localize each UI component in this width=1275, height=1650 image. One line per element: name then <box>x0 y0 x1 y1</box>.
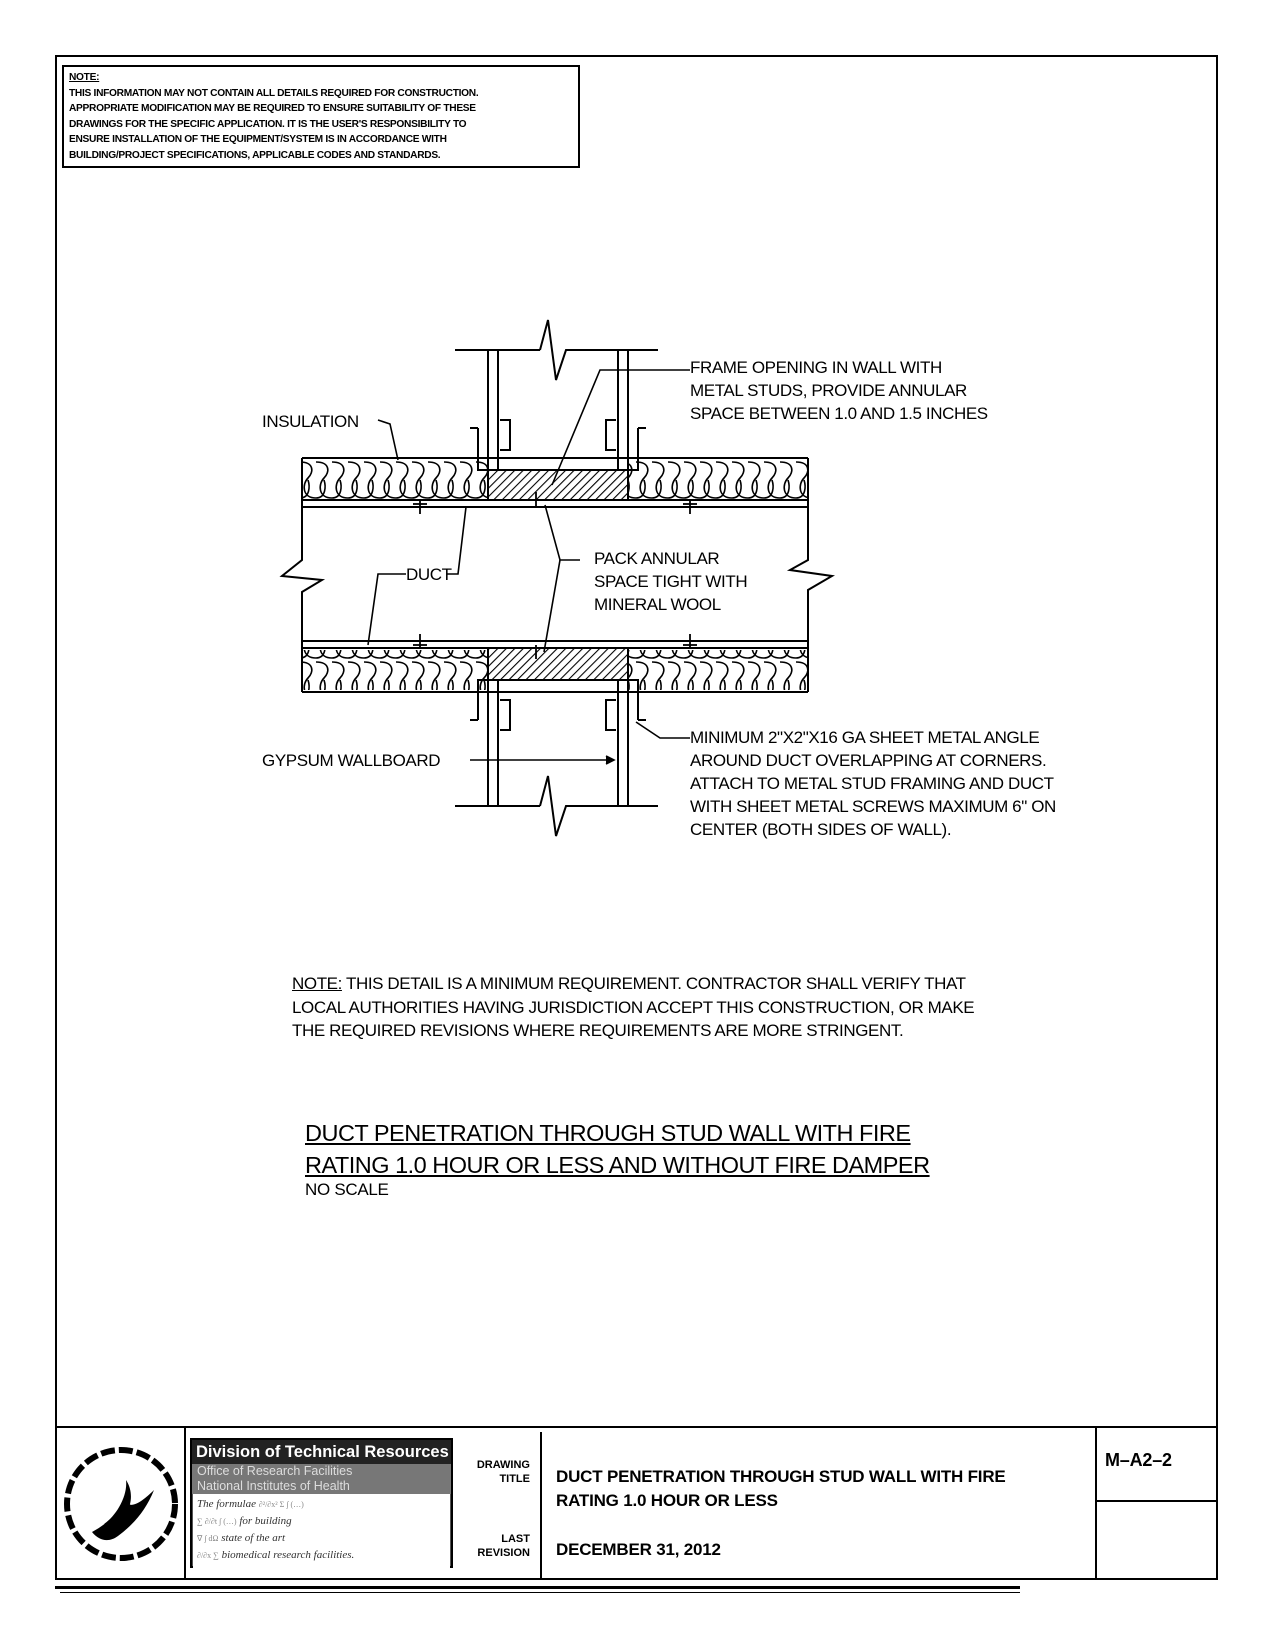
note-line: THE REQUIRED REVISIONS WHERE REQUIREMENTS ARE MORE STRINGENT. <box>292 1021 904 1040</box>
lower-wall <box>455 680 658 836</box>
note-line: THIS DETAIL IS A MINIMUM REQUIREMENT. CONTRACTOR SHALL VERIFY THAT <box>341 974 966 993</box>
bottom-rule <box>60 1592 1020 1593</box>
title-block-divider <box>1095 1500 1218 1502</box>
title-block-divider <box>184 1426 186 1580</box>
label-line: MINIMUM 2"X2"X16 GA SHEET METAL ANGLE <box>690 728 1040 747</box>
disclaimer-line: THIS INFORMATION MAY NOT CONTAIN ALL DETAILS REQUIRED FOR CONSTRUCTION. <box>69 87 479 99</box>
sheet-metal-angle-label <box>690 726 1056 841</box>
label-line: AROUND DUCT OVERLAPPING AT CORNERS. <box>690 751 1047 770</box>
drawing-title-label <box>470 1458 530 1486</box>
title-block-divider <box>55 1426 1218 1428</box>
label-line: PACK ANNULAR <box>594 549 720 568</box>
institute-name: National Institutes of Health <box>192 1479 451 1494</box>
disclaimer-line: APPROPRIATE MODIFICATION MAY BE REQUIRED TO ENSURE SUITABILITY OF THESE <box>69 103 476 114</box>
detail-title-line: DUCT PENETRATION THROUGH STUD WALL WITH FIRE <box>305 1120 911 1146</box>
pack-annular-label <box>594 547 747 616</box>
label-line: METAL STUDS, PROVIDE ANNULAR <box>690 381 967 400</box>
title-block-divider <box>1095 1426 1097 1580</box>
label-line: WITH SHEET METAL SCREWS MAXIMUM 6" ON <box>690 797 1056 816</box>
drawing-title-line: RATING 1.0 HOUR OR LESS <box>556 1491 778 1510</box>
detail-title-line: RATING 1.0 HOUR OR LESS AND WITHOUT FIRE DAMPER <box>305 1152 930 1178</box>
tagline-text: The formulae <box>197 1498 256 1510</box>
drawing-title-value <box>556 1465 1006 1513</box>
disclaimer-line: DRAWINGS FOR THE SPECIFIC APPLICATION. IT IS THE USER'S RESPONSIBILITY TO <box>69 118 467 130</box>
label-line: TITLE <box>499 1473 530 1485</box>
label-line: FRAME OPENING IN WALL WITH <box>690 358 942 377</box>
title-block-divider <box>540 1432 542 1580</box>
duct-label: DUCT <box>406 565 452 584</box>
drawing-title-line: DUCT PENETRATION THROUGH STUD WALL WITH FIRE <box>556 1467 1006 1486</box>
tagline-text: biomedical research facilities. <box>221 1549 355 1561</box>
label-line: REVISION <box>477 1547 530 1559</box>
frame-opening-label <box>690 356 988 425</box>
revision-date: DECEMBER 31, 2012 <box>556 1540 721 1559</box>
tagline: The formulae ∂²/∂x² Σ ∫ (…) ∑ ∂/∂t ∫ (…) for building ∇ ∫ dΩ state of the art ∂/∂x ∑ biomedical research facilities. <box>193 1494 450 1568</box>
disclaimer-heading: NOTE: <box>69 72 100 83</box>
division-name: Division of Technical Resources <box>192 1440 451 1464</box>
label-line: MINERAL WOOL <box>594 595 721 614</box>
upper-wall <box>455 320 658 470</box>
hhs-seal-logo <box>62 1432 180 1574</box>
label-line: SPACE BETWEEN 1.0 AND 1.5 INCHES <box>690 404 988 423</box>
label-line: LAST <box>501 1533 530 1545</box>
disclaimer-line: ENSURE INSTALLATION OF THE EQUIPMENT/SYSTEM IS IN ACCORDANCE WITH <box>69 134 447 145</box>
label-line: DRAWING <box>476 1459 530 1471</box>
tagline-text: state of the art <box>221 1532 286 1544</box>
construction-note <box>292 972 974 1043</box>
office-name: Office of Research Facilities <box>192 1464 451 1479</box>
bottom-rule <box>55 1586 1020 1589</box>
gypsum-wallboard-label: GYPSUM WALLBOARD <box>262 751 441 770</box>
note-heading: NOTE: <box>292 974 342 993</box>
tagline-text: for building <box>239 1515 292 1527</box>
label-line: SPACE TIGHT WITH <box>594 572 748 591</box>
disclaimer-line: BUILDING/PROJECT SPECIFICATIONS, APPLICABLE CODES AND STANDARDS. <box>69 149 441 161</box>
insulation-label: INSULATION <box>262 412 359 431</box>
revision-label <box>470 1532 530 1560</box>
scale-note: NO SCALE <box>305 1180 389 1199</box>
detail-title <box>305 1117 930 1199</box>
label-line: CENTER (BOTH SIDES OF WALL). <box>690 820 952 839</box>
label-line: ATTACH TO METAL STUD FRAMING AND DUCT <box>690 774 1054 793</box>
note-line: LOCAL AUTHORITIES HAVING JURISDICTION ACCEPT THIS CONSTRUCTION, OR MAKE <box>292 997 975 1017</box>
sheet-number: M–A2–2 <box>1105 1450 1172 1470</box>
dtr-logo-block <box>190 1438 453 1568</box>
